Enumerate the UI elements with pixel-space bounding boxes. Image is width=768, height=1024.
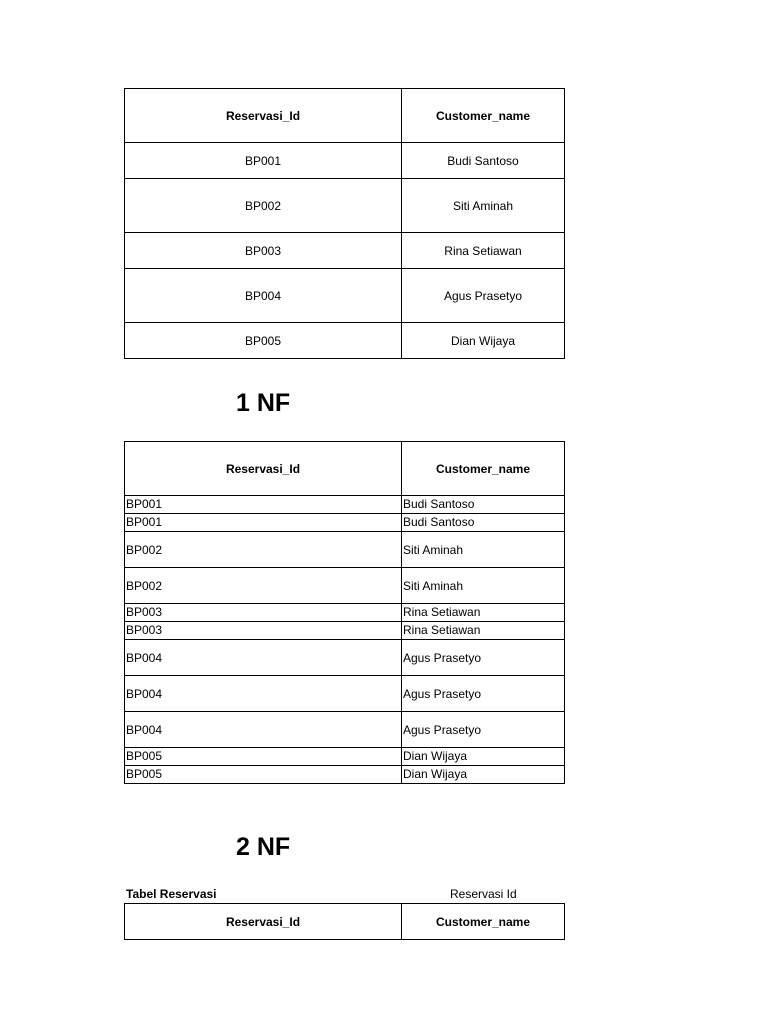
table-row [125, 269, 565, 323]
cell-reservasi-id: BP003 [125, 604, 402, 622]
table-row [125, 766, 565, 784]
cell-customer-name: Dian Wijaya [402, 748, 565, 766]
table-row [125, 532, 565, 568]
table-note: Reservasi Id [450, 887, 517, 901]
table-caption: Tabel Reservasi [126, 887, 217, 901]
table-row [125, 748, 565, 766]
cell-customer-name: Rina Setiawan [402, 233, 565, 269]
cell-reservasi-id: BP002 [125, 532, 402, 568]
table-row [125, 143, 565, 179]
table-header-row [125, 442, 565, 496]
cell-customer-name: Rina Setiawan [402, 604, 565, 622]
cell-reservasi-id: BP003 [125, 622, 402, 640]
table-row [125, 514, 565, 532]
cell-reservasi-id: BP005 [125, 323, 402, 359]
cell-customer-name: Budi Santoso [402, 514, 565, 532]
table-row [125, 323, 565, 359]
column-header: Reservasi_Id [125, 89, 402, 143]
table-row [125, 640, 565, 676]
cell-reservasi-id: BP004 [125, 640, 402, 676]
table-row [125, 496, 565, 514]
cell-customer-name: Rina Setiawan [402, 622, 565, 640]
cell-reservasi-id: BP003 [125, 233, 402, 269]
cell-customer-name: Agus Prasetyo [402, 712, 565, 748]
cell-reservasi-id: BP005 [125, 766, 402, 784]
cell-customer-name: Budi Santoso [402, 143, 565, 179]
cell-customer-name: Siti Aminah [402, 532, 565, 568]
table-row [125, 179, 565, 233]
column-header: Customer_name [402, 904, 565, 940]
cell-customer-name: Dian Wijaya [402, 323, 565, 359]
cell-customer-name: Agus Prasetyo [402, 269, 565, 323]
cell-customer-name: Agus Prasetyo [402, 640, 565, 676]
section-title-2nf: 2 NF [236, 833, 291, 861]
cell-reservasi-id: BP001 [125, 496, 402, 514]
cell-customer-name: Dian Wijaya [402, 766, 565, 784]
cell-reservasi-id: BP002 [125, 568, 402, 604]
table-header-row [125, 904, 565, 940]
section-title-1nf: 1 NF [236, 389, 291, 417]
cell-reservasi-id: BP001 [125, 514, 402, 532]
table-1nf [124, 441, 565, 784]
column-header: Reservasi_Id [125, 904, 402, 940]
table-2nf-reservasi [124, 903, 565, 940]
cell-reservasi-id: BP004 [125, 676, 402, 712]
table-row [125, 604, 565, 622]
cell-customer-name: Budi Santoso [402, 496, 565, 514]
cell-reservasi-id: BP001 [125, 143, 402, 179]
table-row [125, 712, 565, 748]
column-header: Customer_name [402, 442, 565, 496]
cell-customer-name: Siti Aminah [402, 179, 565, 233]
table-header-row [125, 89, 565, 143]
cell-reservasi-id: BP002 [125, 179, 402, 233]
table-row [125, 676, 565, 712]
cell-customer-name: Siti Aminah [402, 568, 565, 604]
reservation-table [124, 88, 565, 359]
column-header: Customer_name [402, 89, 565, 143]
table-row [125, 568, 565, 604]
cell-reservasi-id: BP004 [125, 712, 402, 748]
table-row [125, 622, 565, 640]
table-row [125, 233, 565, 269]
column-header: Reservasi_Id [125, 442, 402, 496]
cell-customer-name: Agus Prasetyo [402, 676, 565, 712]
cell-reservasi-id: BP004 [125, 269, 402, 323]
cell-reservasi-id: BP005 [125, 748, 402, 766]
